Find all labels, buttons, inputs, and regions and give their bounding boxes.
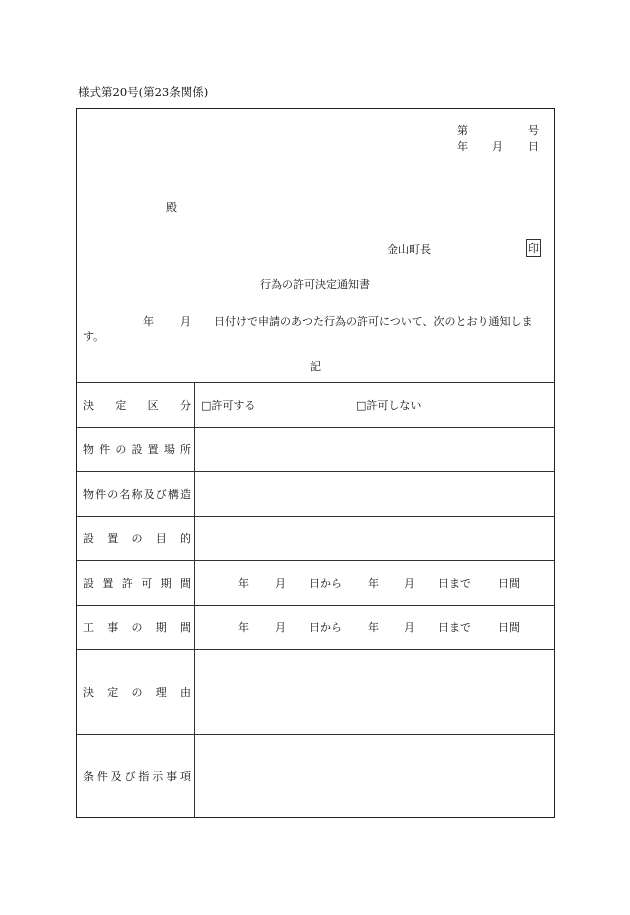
body-year: 年 bbox=[143, 315, 154, 328]
seal-mark: 印 bbox=[526, 239, 541, 257]
document-title: 行為の許可決定通知書 bbox=[260, 278, 370, 291]
location-field[interactable] bbox=[195, 427, 554, 471]
form-number-label: 様式第20号(第23条関係) bbox=[78, 85, 209, 99]
permit-year1: 年 bbox=[238, 576, 249, 590]
date-month: 月 bbox=[492, 140, 503, 153]
notice-form bbox=[76, 108, 555, 818]
number-prefix: 第 bbox=[457, 124, 468, 137]
addressee-honorific: 殿 bbox=[166, 201, 177, 214]
reason-field[interactable] bbox=[195, 649, 554, 734]
conditions-label: 条件及び指示事項 bbox=[83, 769, 191, 783]
conditions-field[interactable] bbox=[195, 734, 554, 817]
work-year2: 年 bbox=[368, 621, 379, 634]
decision-options bbox=[195, 382, 554, 427]
issuer-name: 金山町長 bbox=[387, 243, 431, 256]
number-suffix: 号 bbox=[528, 124, 539, 137]
reason-label: 決定の理由 bbox=[83, 685, 191, 699]
date-day: 日 bbox=[528, 140, 539, 153]
note-marker: 記 bbox=[310, 360, 321, 373]
decision-label: 決定区分 bbox=[83, 398, 191, 412]
permit-until: 日まで bbox=[438, 576, 471, 590]
permit-year2: 年 bbox=[368, 576, 379, 590]
permit-days: 日間 bbox=[498, 576, 520, 590]
form-header-section bbox=[77, 109, 554, 383]
date-year: 年 bbox=[457, 140, 468, 153]
body-text-line2: す。 bbox=[83, 330, 105, 343]
permit-period-field[interactable] bbox=[195, 560, 554, 605]
body-text-line1: 日付けで申請のあつた行為の許可について、次のとおり通知しま bbox=[214, 315, 533, 328]
name-structure-field[interactable] bbox=[195, 471, 554, 516]
work-until: 日まで bbox=[438, 621, 471, 634]
work-month2: 月 bbox=[404, 621, 415, 634]
work-month1: 月 bbox=[275, 621, 286, 634]
work-from: 日から bbox=[309, 621, 342, 634]
permit-month2: 月 bbox=[404, 576, 415, 590]
body-month: 月 bbox=[180, 315, 191, 328]
work-days: 日間 bbox=[498, 621, 520, 634]
permit-from: 日から bbox=[309, 576, 342, 590]
purpose-label: 設置の目的 bbox=[83, 532, 191, 545]
name-structure-label: 物件の名称及び構造 bbox=[83, 487, 191, 501]
permit-month1: 月 bbox=[275, 576, 286, 590]
work-period-label: 工事の期間 bbox=[83, 621, 191, 634]
work-period-field[interactable] bbox=[195, 605, 554, 649]
permit-checkbox[interactable]: □許可する bbox=[201, 398, 256, 412]
deny-checkbox[interactable]: □許可しない bbox=[356, 398, 422, 412]
work-year1: 年 bbox=[238, 621, 249, 634]
purpose-field[interactable] bbox=[195, 516, 554, 560]
location-label: 物件の設置場所 bbox=[83, 443, 191, 456]
permit-period-label: 設置許可期間 bbox=[83, 576, 191, 590]
